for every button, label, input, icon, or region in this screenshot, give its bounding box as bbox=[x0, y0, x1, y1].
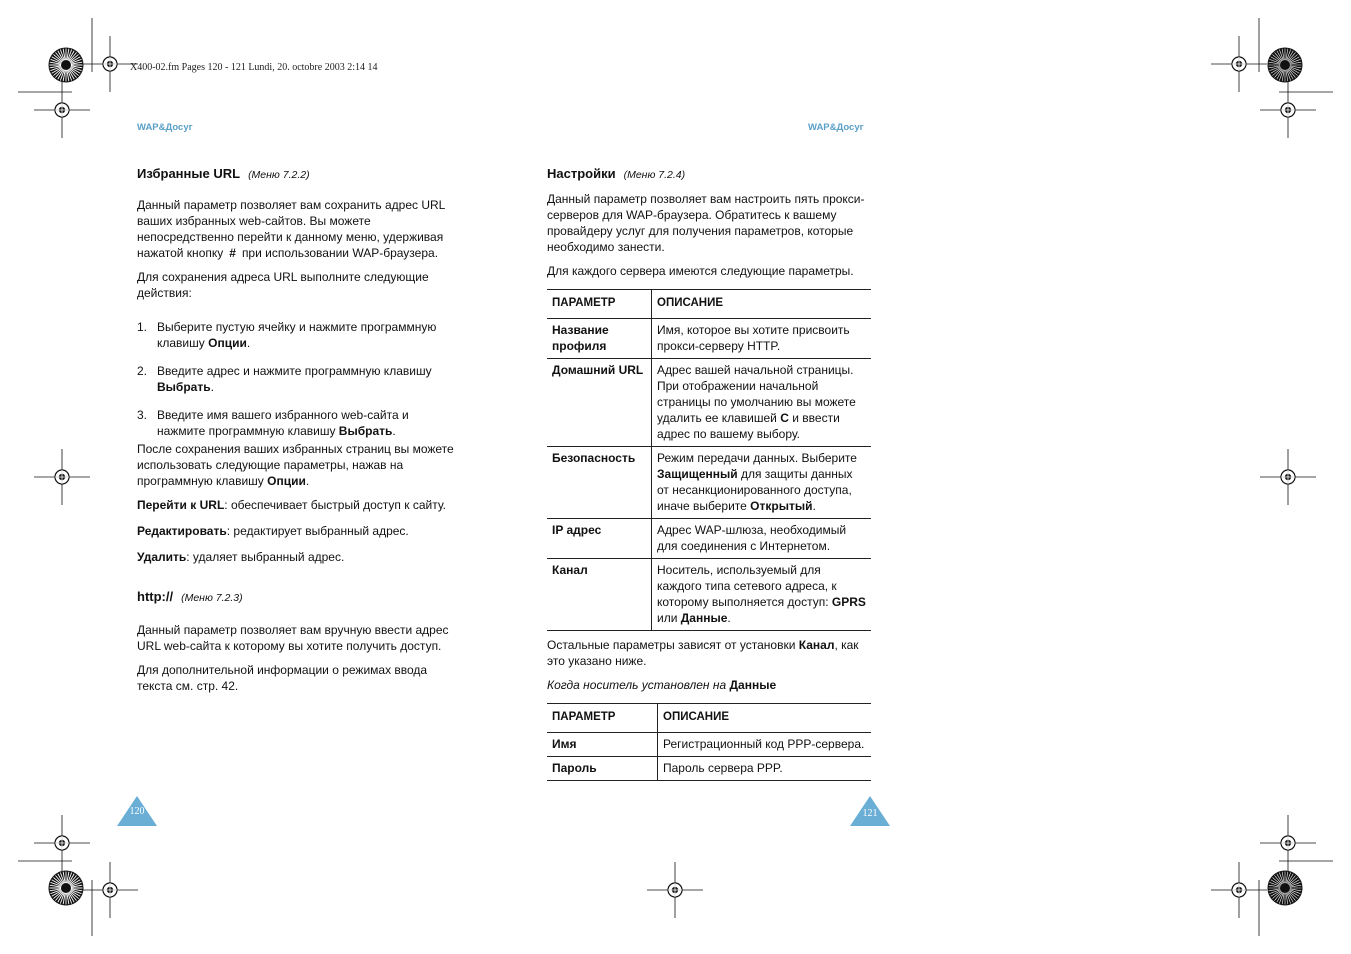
carrier-condition: Когда носитель установлен на Данные bbox=[547, 678, 777, 692]
parameter-description: Адрес вашей начальной страницы. При отображении начальной страницы по умолчанию вы можете удалить ее клавишей C и ввести адрес по вашему выбору. bbox=[652, 359, 872, 447]
menu-reference: (Меню 7.2.2) bbox=[248, 169, 310, 181]
parameter-description: Регистрационный код PPP-сервера. bbox=[658, 733, 872, 757]
registration-mark-icon bbox=[82, 862, 138, 918]
left-column bbox=[137, 166, 457, 702]
parameter-name: Пароль bbox=[547, 757, 658, 781]
running-head-left: WAP&Досуг bbox=[137, 122, 193, 133]
section-title-settings: Настройки (Меню 7.2.4) bbox=[547, 166, 686, 181]
column-header: ОПИСАНИЕ bbox=[652, 290, 872, 319]
table-header-row bbox=[547, 704, 871, 733]
running-head-right: WAP&Досуг bbox=[808, 122, 864, 133]
list-item: 1. Выберите пустую ячейку и нажмите программную клавишу Опции. bbox=[137, 320, 437, 350]
table-row bbox=[547, 559, 871, 631]
parameter-description: Адрес WAP-шлюза, необходимый для соединения с Интернетом. bbox=[652, 519, 872, 559]
parameter-name: Домашний URL bbox=[547, 359, 652, 447]
parameter-name: Канал bbox=[547, 559, 652, 631]
settings-intro: Данный параметр позволяет вам настроить пять прокси-серверов для WAP-браузера. Обратитесь к вашему провайдеру услуг для получения параметров, которые необходимо занести. bbox=[547, 192, 865, 254]
after-save-text: После сохранения ваших избранных страниц вы можете использовать следующие параметры, нажав на программную клавишу Опции. bbox=[137, 442, 454, 488]
parameter-description: Режим передачи данных. Выберите Защищенный для защиты данных от несанкционированного доступа, иначе выберите Открытый. bbox=[652, 447, 872, 519]
registration-mark-icon bbox=[1260, 815, 1316, 871]
parameter-name: Имя bbox=[547, 733, 658, 757]
registration-mark-icon bbox=[647, 862, 703, 918]
save-steps bbox=[137, 319, 457, 439]
option-edit: Редактировать: редактирует выбранный адрес. bbox=[137, 524, 409, 538]
color-wheel-icon bbox=[49, 48, 83, 82]
data-carrier-table bbox=[547, 703, 871, 781]
http-para-1: Данный параметр позволяет вам вручную ввести адрес URL web-сайта к которому вы хотите получить доступ. bbox=[137, 623, 449, 653]
table-header-row bbox=[547, 290, 871, 319]
column-header: ПАРАМЕТР bbox=[547, 704, 658, 733]
parameter-description: Носитель, используемый для каждого типа сетевого адреса, к которому выполняется доступ: GPRS или Данные. bbox=[652, 559, 872, 631]
section-title-http: http:// (Меню 7.2.3) bbox=[137, 589, 243, 604]
color-wheel-icon bbox=[49, 871, 83, 905]
save-intro: Для сохранения адреса URL выполните следующие действия: bbox=[137, 270, 429, 300]
registration-mark-icon bbox=[34, 82, 90, 138]
column-header: ПАРАМЕТР bbox=[547, 290, 652, 319]
hash-key-icon: # bbox=[229, 246, 236, 260]
color-wheel-icon bbox=[1268, 48, 1302, 82]
table-row bbox=[547, 319, 871, 359]
http-para-2: Для дополнительной информации о режимах ввода текста см. стр. 42. bbox=[137, 663, 428, 693]
favorites-intro: Данный параметр позволяет вам сохранить адрес URL ваших избранных web-сайтов. Вы можете непосредственно перейти к данному меню, удерживая нажатой кнопку # при использовании WAP-браузера. bbox=[137, 198, 445, 260]
parameter-description: Имя, которое вы хотите присвоить прокси-серверу HTTP. bbox=[652, 319, 872, 359]
color-wheel-icon bbox=[1268, 871, 1302, 905]
section-title-favorites: Избранные URL (Меню 7.2.2) bbox=[137, 166, 310, 181]
parameter-name: Безопасность bbox=[547, 447, 652, 519]
parameter-name: Название профиля bbox=[547, 319, 652, 359]
list-item: 3. Введите имя вашего избранного web-сайта и нажмите программную клавишу Выбрать. bbox=[137, 408, 409, 438]
menu-reference: (Меню 7.2.4) bbox=[623, 169, 686, 181]
option-go-to-url: Перейти к URL: обеспечивает быстрый доступ к сайту. bbox=[137, 498, 446, 512]
remaining-params-text: Остальные параметры зависят от установки Канал, как это указано ниже. bbox=[547, 638, 859, 668]
registration-mark-icon bbox=[1260, 82, 1316, 138]
table-row bbox=[547, 519, 871, 559]
page-number-right: 121 bbox=[850, 796, 890, 826]
table-row bbox=[547, 733, 871, 757]
parameter-name: IP адрес bbox=[547, 519, 652, 559]
right-column bbox=[547, 166, 873, 781]
registration-mark-icon bbox=[34, 815, 90, 871]
per-server-text: Для каждого сервера имеются следующие параметры. bbox=[547, 264, 854, 278]
registration-mark-icon bbox=[34, 449, 90, 505]
parameter-description: Пароль сервера PPP. bbox=[658, 757, 872, 781]
column-header: ОПИСАНИЕ bbox=[658, 704, 872, 733]
table-row bbox=[547, 447, 871, 519]
table-row bbox=[547, 757, 871, 781]
registration-mark-icon bbox=[1260, 449, 1316, 505]
print-header: X400-02.fm Pages 120 - 121 Lundi, 20. octobre 2003 2:14 14 bbox=[130, 62, 378, 73]
option-delete: Удалить: удаляет выбранный адрес. bbox=[137, 550, 345, 564]
parameters-table bbox=[547, 289, 871, 631]
page-number-left: 120 bbox=[117, 796, 157, 826]
menu-reference: (Меню 7.2.3) bbox=[181, 592, 243, 604]
list-item: 2. Введите адрес и нажмите программную клавишу Выбрать. bbox=[137, 364, 432, 394]
table-row bbox=[547, 359, 871, 447]
